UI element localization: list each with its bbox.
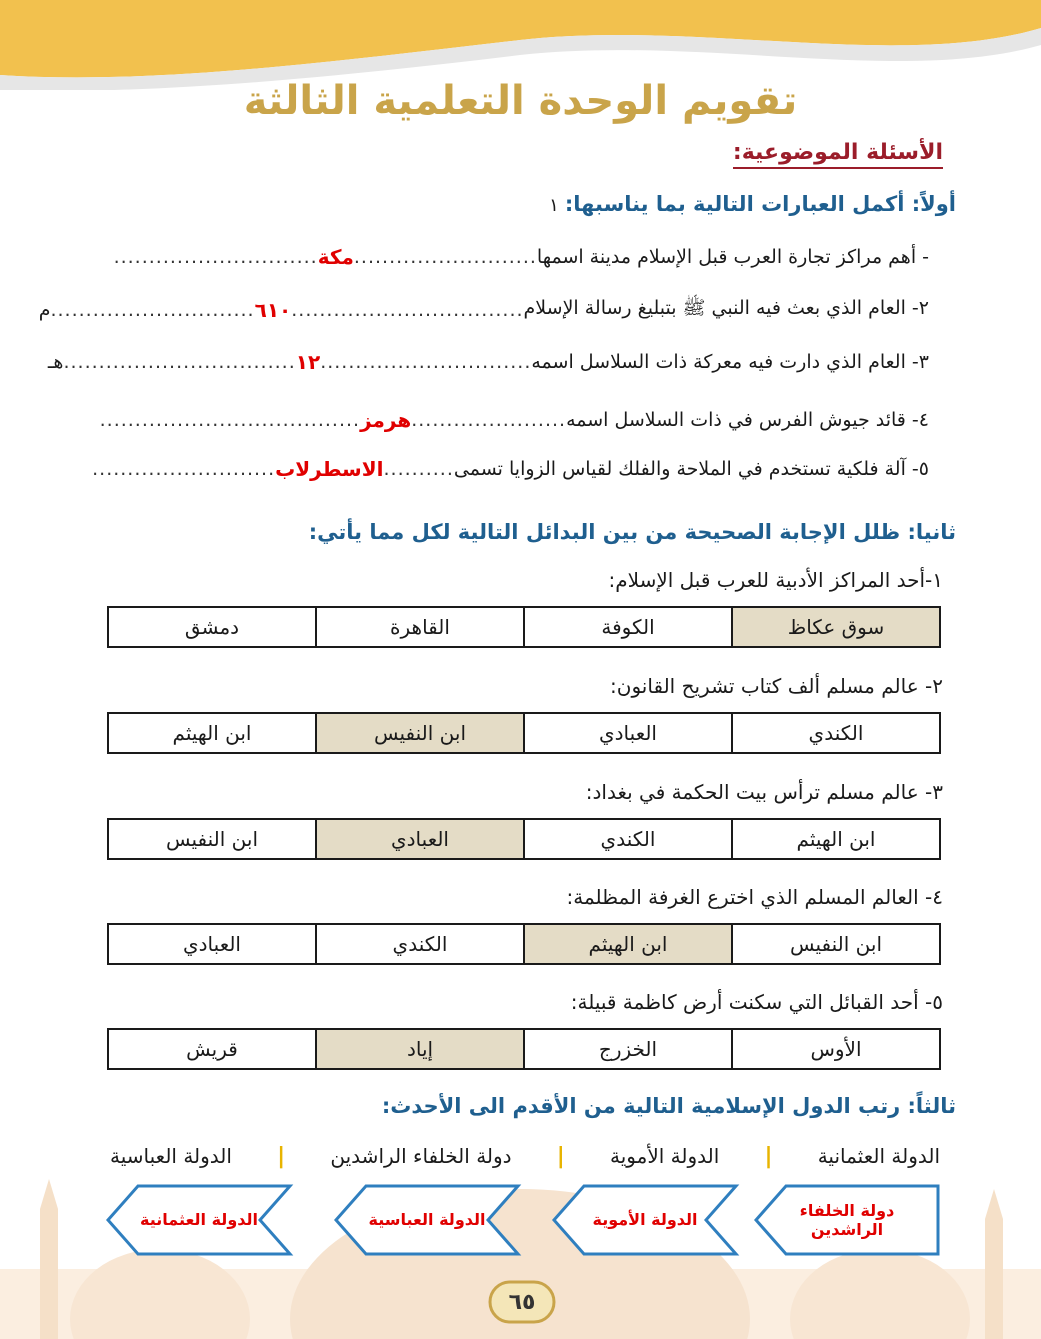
- mcq-2-option-2[interactable]: العبادي: [524, 713, 732, 753]
- mcq-2-option-4[interactable]: ابن الهيثم: [108, 713, 316, 753]
- fill-item-4-answer[interactable]: هرمز: [360, 408, 412, 432]
- fill-item-1: [99, 240, 929, 274]
- order-slot-4[interactable]: [104, 1182, 294, 1258]
- mcq-options-3: [107, 818, 941, 860]
- section1-title: [549, 192, 956, 216]
- order-slot-2[interactable]: [550, 1182, 740, 1258]
- separator: |: [764, 1143, 773, 1169]
- separator: |: [556, 1143, 565, 1169]
- mcq-question-1: ١-أحد المراكز الأدبية للعرب قبل الإسلام:: [608, 568, 943, 592]
- mcq-5-option-3[interactable]: إياد: [316, 1029, 524, 1069]
- mcq-5-option-2[interactable]: الخزرج: [524, 1029, 732, 1069]
- fill-item-4: [99, 403, 929, 437]
- mcq-1-option-1[interactable]: سوق عكاظ: [732, 607, 940, 647]
- mcq-question-5: ٥- أحد القبائل التي سكنت أرض كاظمة قبيلة:: [570, 990, 943, 1014]
- mcq-4-option-2[interactable]: ابن الهيثم: [524, 924, 732, 964]
- section1-number: ١: [549, 195, 559, 216]
- mcq-5-option-4[interactable]: قريش: [108, 1029, 316, 1069]
- mcq-3-option-4[interactable]: ابن النفيس: [108, 819, 316, 859]
- mcq-5-option-1[interactable]: الأوس: [732, 1029, 940, 1069]
- fill-item-5-prefix: ٥- آلة فلكية تستخدم في الملاحة والفلك لقياس الزوايا تسمى: [453, 458, 929, 480]
- dots: .................................: [63, 351, 296, 373]
- order-slot-3[interactable]: [332, 1182, 522, 1258]
- dots: ..........................: [92, 458, 276, 480]
- mcq-options-1: [107, 606, 941, 648]
- mcq-1-option-3[interactable]: القاهرة: [316, 607, 524, 647]
- dots: .....................................: [99, 409, 361, 431]
- mcq-4-option-3[interactable]: الكندي: [316, 924, 524, 964]
- page-title: تقويم الوحدة التعلمية الثالثة: [243, 78, 798, 124]
- top-wave-decoration: [0, 0, 1041, 90]
- mcq-1-option-4[interactable]: دمشق: [108, 607, 316, 647]
- dots: .................................: [291, 299, 524, 321]
- state-3: دولة الخلفاء الراشدين: [330, 1144, 512, 1168]
- mcq-2-option-3[interactable]: ابن النفيس: [316, 713, 524, 753]
- dots: .............................: [50, 299, 255, 321]
- mcq-question-4: ٤- العالم المسلم الذي اخترع الغرفة المظلمة:: [566, 885, 943, 909]
- dots: .............................: [113, 246, 318, 268]
- mcq-4-option-1[interactable]: ابن النفيس: [732, 924, 940, 964]
- state-4: الدولة العباسية: [110, 1144, 232, 1168]
- fill-item-3-prefix: ٣- العام الذي دارت فيه معركة ذات السلاسل اسمه: [531, 351, 929, 373]
- fill-item-2: [38, 293, 929, 327]
- mcq-question-3: ٣- عالم مسلم ترأس بيت الحكمة في بغداد:: [585, 780, 943, 804]
- ordering-arrows: [100, 1182, 950, 1262]
- fill-item-1-answer[interactable]: مكة: [317, 245, 354, 269]
- state-1: الدولة العثمانية: [817, 1144, 940, 1168]
- fill-item-5-answer[interactable]: الاسطرلاب: [275, 457, 384, 481]
- dots: ......................: [411, 409, 567, 431]
- fill-item-3-answer[interactable]: ١٢: [295, 350, 321, 374]
- fill-item-3: [47, 345, 929, 379]
- fill-item-2-suffix: م: [38, 299, 51, 321]
- state-2: الدولة الأموية: [610, 1144, 720, 1168]
- mcq-4-option-4[interactable]: العبادي: [108, 924, 316, 964]
- dots: ..........: [383, 458, 454, 480]
- mcq-options-2: [107, 712, 941, 754]
- mcq-1-option-2[interactable]: الكوفة: [524, 607, 732, 647]
- mcq-3-option-1[interactable]: ابن الهيثم: [732, 819, 940, 859]
- section1-title-text: أولاً: أكمل العبارات التالية بما يناسبها:: [564, 192, 956, 216]
- order-slot-2-label: الدولة الأموية: [592, 1210, 698, 1230]
- dots: ..............................: [320, 351, 532, 373]
- order-slot-3-label: الدولة العباسية: [368, 1210, 486, 1230]
- mcq-2-option-1[interactable]: الكندي: [732, 713, 940, 753]
- states-list: [110, 1138, 940, 1174]
- fill-item-2-prefix: ٢- العام الذي بعث فيه النبي ﷺ بتبليغ رسالة الإسلام: [523, 297, 929, 319]
- mcq-options-4: [107, 923, 941, 965]
- order-slot-4-label: الدولة العثمانية: [140, 1210, 258, 1230]
- fill-item-5: [92, 452, 929, 486]
- order-slot-1-label: دولة الخلفاء الراشدين: [799, 1200, 895, 1239]
- fill-item-1-prefix: - أهم مراكز تجارة العرب قبل الإسلام مدينة اسمها: [536, 246, 929, 268]
- mcq-3-option-3[interactable]: العبادي: [316, 819, 524, 859]
- dots: ..........................: [353, 246, 537, 268]
- page-number-badge: [486, 1278, 558, 1326]
- mcq-question-2: ٢- عالم مسلم ألف كتاب تشريح القانون:: [610, 674, 943, 698]
- mcq-3-option-2[interactable]: الكندي: [524, 819, 732, 859]
- fill-item-4-prefix: ٤- قائد جيوش الفرس في ذات السلاسل اسمه: [566, 409, 929, 431]
- separator: |: [277, 1143, 286, 1169]
- mcq-options-5: [107, 1028, 941, 1070]
- page-number: ٦٥: [508, 1289, 536, 1315]
- section2-title: ثانيا: ظلل الإجابة الصحيحة من بين البدائل التالية لكل مما يأتي:: [308, 520, 956, 544]
- section3-title: ثالثاً: رتب الدول الإسلامية التالية من الأقدم الى الأحدث:: [381, 1094, 956, 1118]
- order-slot-1[interactable]: [752, 1182, 942, 1258]
- fill-item-3-suffix: هـ: [47, 351, 64, 373]
- fill-item-2-answer[interactable]: ٦١٠: [254, 298, 292, 322]
- objective-questions-heading: الأسئلة الموضوعية:: [733, 140, 943, 169]
